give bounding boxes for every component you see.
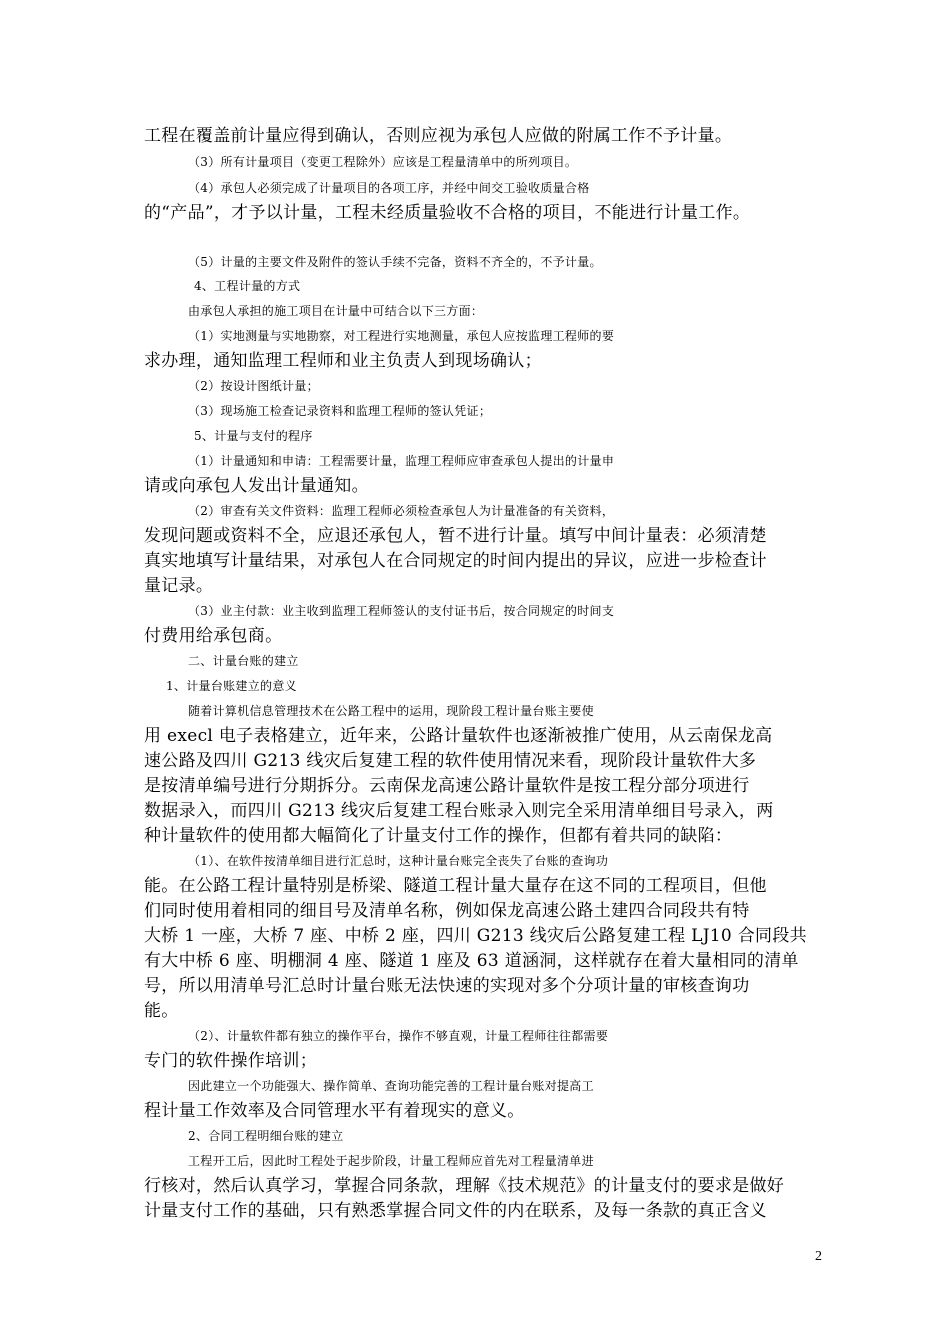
- page-number: 2: [815, 1249, 822, 1264]
- text-line: 有大中桥 6 座、明棚洞 4 座、隧道 1 座及 63 道涵洞，这样就存在着大量相同的清单: [144, 951, 799, 971]
- text-line: （4）承包人必须完成了计量项目的各项工序，并经中间交工验收质量合格: [188, 181, 590, 195]
- text-line: 的“产品”，才予以计量，工程未经质量验收不合格的项目，不能进行计量工作。: [144, 203, 751, 223]
- text-line: （3）所有计量项目（变更工程除外）应该是工程量清单中的所列项目。: [188, 155, 578, 169]
- text-line: 工程在覆盖前计量应得到确认，否则应视为承包人应做的附属工作不予计量。: [144, 126, 733, 146]
- text-line: （2）审查有关文件资料：监理工程师必须检查承包人为计量准备的有关资料，: [188, 504, 615, 518]
- text-line: 专门的软件操作培训；: [144, 1051, 317, 1071]
- section-heading: 2、合同工程明细台账的建立: [188, 1129, 344, 1143]
- text-line: （3）现场施工检查记录资料和监理工程师的签认凭证；: [188, 404, 492, 418]
- text-line: 速公路及四川 G213 线灾后复建工程的软件使用情况来看，现阶段计量软件大多: [144, 751, 757, 771]
- section-heading: 1、计量台账建立的意义: [166, 679, 297, 693]
- text-line: 们同时使用着相同的细目号及清单名称，例如保龙高速公路土建四合同段共有特: [144, 901, 750, 921]
- text-line: 因此建立一个功能强大、操作简单、查询功能完善的工程计量台账对提高工: [188, 1079, 594, 1093]
- text-line: 量记录。: [144, 576, 214, 596]
- text-line: 由承包人承担的施工项目在计量中可结合以下三方面：: [188, 304, 484, 318]
- text-line: 能。: [144, 1001, 179, 1021]
- text-line: 发现问题或资料不全，应退还承包人，暂不进行计量。填写中间计量表：必须清楚: [144, 526, 767, 546]
- section-heading: 4、工程计量的方式: [194, 279, 301, 293]
- text-line: （1）实地测量与实地勘察，对工程进行实地测量，承包人应按监理工程师的要: [188, 329, 615, 343]
- text-line: 真实地填写计量结果，对承包人在合同规定的时间内提出的异议，应进一步检查计: [144, 551, 767, 571]
- text-line: 大桥 1 一座，大桥 7 座、中桥 2 座，四川 G213 线灾后公路复建工程 LJ10 合同段共: [144, 926, 807, 946]
- text-line: （2）按设计图纸计量；: [188, 379, 319, 393]
- text-line: 种计量软件的使用都大幅简化了计量支付工作的操作，但都有着共同的缺陷：: [144, 826, 733, 846]
- text-line: 计量支付工作的基础，只有熟悉掌握合同文件的内在联系，及每一条款的真正含义: [144, 1201, 767, 1221]
- text-line: 请或向承包人发出计量通知。: [144, 476, 369, 496]
- section-heading: 二、计量台账的建立: [188, 654, 299, 668]
- text-line: 是按清单编号进行分期拆分。云南保龙高速公路计量软件是按工程分部分项进行: [144, 776, 750, 796]
- text-line: 工程开工后，因此时工程处于起步阶段，计量工程师应首先对工程量清单进: [188, 1154, 594, 1168]
- text-line: 能。在公路工程计量特别是桥梁、隧道工程计量大量存在这不同的工程项目，但他: [144, 876, 767, 896]
- text-line: 随着计算机信息管理技术在公路工程中的运用，现阶段工程计量台账主要使: [188, 704, 594, 718]
- text-line: 数据录入，而四川 G213 线灾后复建工程台账录入则完全采用清单细目号录入，两: [144, 801, 774, 821]
- section-heading: 5、计量与支付的程序: [194, 429, 313, 443]
- text-line: 行核对，然后认真学习，掌握合同条款，理解《技术规范》的计量支付的要求是做好: [144, 1176, 785, 1196]
- text-line: 付费用给承包商。: [144, 626, 283, 646]
- text-line: （1）、在软件按清单细目进行汇总时，这种计量台账完全丧失了台账的查询功: [188, 854, 609, 868]
- text-line: 用 execl 电子表格建立，近年来，公路计量软件也逐渐被推广使用，从云南保龙高: [144, 726, 773, 746]
- text-line: 程计量工作效率及合同管理水平有着现实的意义。: [144, 1101, 525, 1121]
- text-line: 求办理，通知监理工程师和业主负责人到现场确认；: [144, 351, 542, 371]
- text-line: 号，所以用清单号汇总时计量台账无法快速的实现对多个分项计量的审核查询功: [144, 976, 750, 996]
- text-line: （3）业主付款：业主收到监理工程师签认的支付证书后，按合同规定的时间支: [188, 604, 615, 618]
- text-line: （2）、计量软件都有独立的操作平台，操作不够直观，计量工程师往往都需要: [188, 1029, 609, 1043]
- text-line: （5）计量的主要文件及附件的签认手续不完备，资料不齐全的，不予计量。: [188, 255, 602, 269]
- text-line: （1）计量通知和申请：工程需要计量，监理工程师应审查承包人提出的计量申: [188, 454, 615, 468]
